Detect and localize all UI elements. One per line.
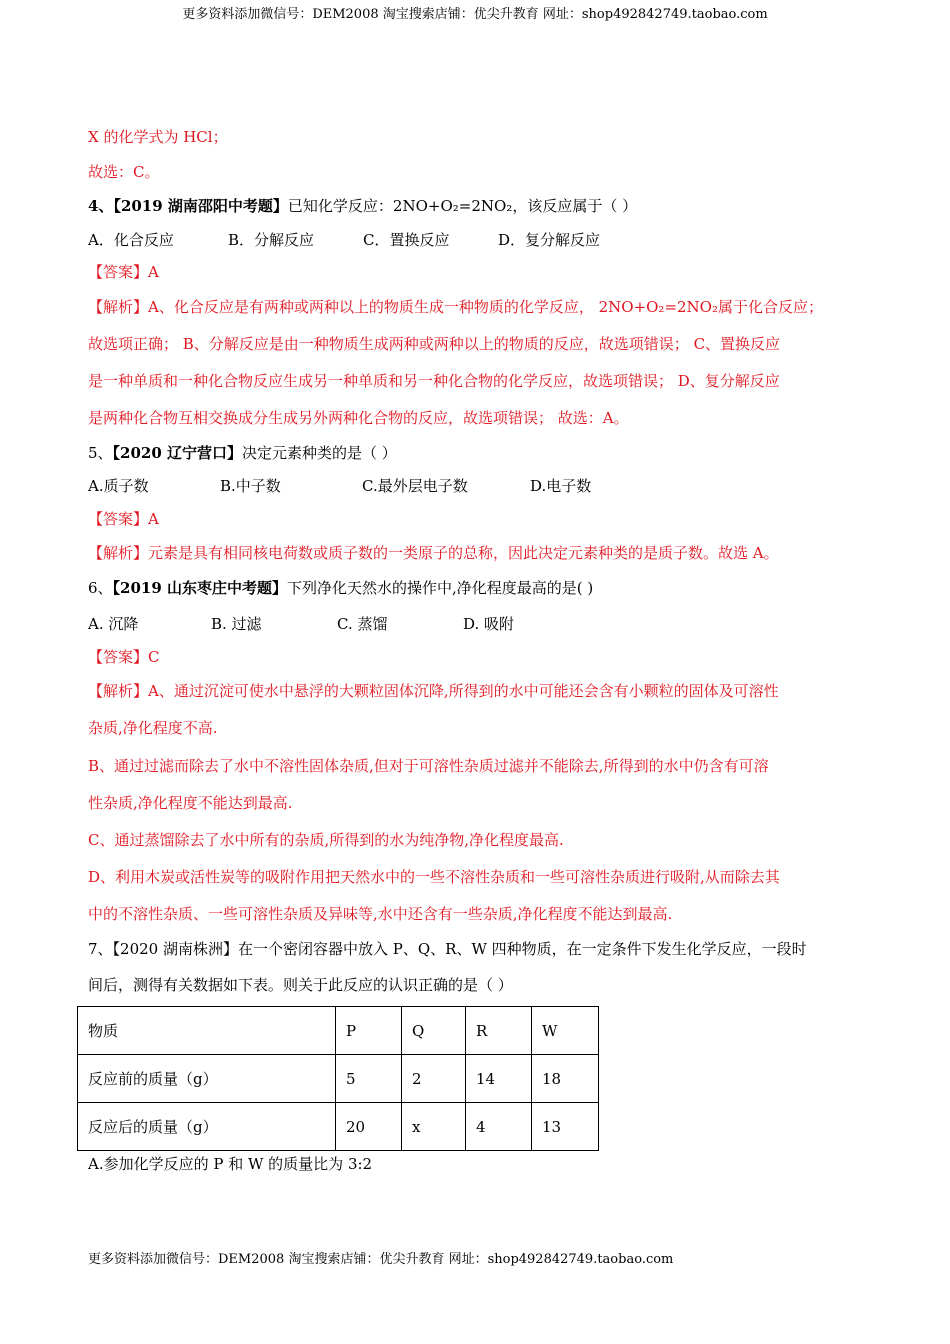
q6-analysis-line: C、通过蒸馏除去了水中所有的杂质,所得到的水为纯净物,净化程度最高. — [88, 831, 564, 849]
table-row — [78, 1103, 599, 1151]
page-header: 更多资料添加微信号：DEM2008 淘宝搜索店铺：优尖升教育 网址：shop492842749.taobao.com — [182, 7, 768, 22]
q5-option-c: C.最外层电子数 — [362, 477, 468, 495]
q5-answer: 【答案】A — [88, 510, 159, 528]
table-header-row — [78, 1007, 599, 1055]
q6-option-a: A. 沉降 — [88, 615, 139, 633]
q6-number: 6、 — [88, 579, 113, 597]
prev-choice-line: 故选：C。 — [88, 163, 160, 181]
q4-analysis-line: 故选项正确； B、分解反应是由一种物质生成两种或两种以上的物质的反应，故选项错误； C、置换反应 — [88, 335, 781, 353]
q7-stem-line1: 7、【2020 湖南株洲】在一个密闭容器中放入 P、Q、R、W 四种物质，在一定条件下发生化学反应，一段时 — [88, 940, 807, 958]
table-cell: 14 — [466, 1055, 532, 1103]
q4-stem-text: 已知化学反应：2NO+O₂=2NO₂，该反应属于（ ） — [287, 197, 638, 215]
q4-option-a: A．化合反应 — [88, 231, 174, 249]
q4-source: 【2019 湖南邵阳中考题】 — [113, 197, 288, 215]
table-cell: 物质 — [78, 1007, 336, 1055]
table-cell: 反应前的质量（g） — [78, 1055, 336, 1103]
q7-option-a: A.参加化学反应的 P 和 W 的质量比为 3:2 — [88, 1155, 373, 1173]
table-cell: 13 — [532, 1103, 599, 1151]
table-cell: Q — [402, 1007, 466, 1055]
q6-analysis-line: 【解析】A、通过沉淀可使水中悬浮的大颗粒固体沉降,所得到的水中可能还会含有小颗粒的固体及可溶性 — [88, 682, 779, 700]
q6-source: 【2019 山东枣庄中考题】 — [112, 579, 288, 597]
q6-stem — [88, 578, 863, 598]
q4-option-b: B．分解反应 — [228, 231, 315, 249]
q5-stem — [88, 443, 863, 463]
q4-analysis-line: 是一种单质和一种化合物反应生成另一种单质和另一种化合物的化学反应，故选项错误； D、复分解反应 — [88, 372, 780, 390]
q4-option-d: D．复分解反应 — [498, 231, 601, 249]
q7-stem-line2: 间后，测得有关数据如下表。则关于此反应的认识正确的是（ ） — [88, 976, 513, 994]
table-cell: P — [336, 1007, 402, 1055]
q5-option-b: B.中子数 — [220, 477, 281, 495]
table-cell: R — [466, 1007, 532, 1055]
q4-analysis-line: 是两种化合物互相交换成分生成另外两种化合物的反应，故选项错误； 故选：A。 — [88, 409, 629, 427]
q4-stem — [88, 196, 863, 216]
q6-stem-text: 下列净化天然水的操作中,净化程度最高的是( ) — [287, 579, 594, 597]
table-row — [78, 1055, 599, 1103]
q4-number: 4、 — [88, 197, 114, 215]
q7-data-table — [77, 1006, 599, 1151]
table-cell: 20 — [336, 1103, 402, 1151]
q4-options — [88, 230, 863, 250]
q6-option-d: D. 吸附 — [463, 615, 515, 633]
q6-analysis-line: B、通过过滤而除去了水中不溶性固体杂质,但对于可溶性杂质过滤并不能除去,所得到的水中仍含有可溶 — [88, 757, 769, 775]
q5-option-d: D.电子数 — [530, 477, 592, 495]
table-cell: W — [532, 1007, 599, 1055]
q6-analysis-line: 中的不溶性杂质、一些可溶性杂质及异味等,水中还含有一些杂质,净化程度不能达到最高. — [88, 905, 673, 923]
q6-option-c: C. 蒸馏 — [337, 615, 388, 633]
q5-stem-text: 决定元素种类的是（ ） — [242, 444, 397, 462]
prev-answer-line: X 的化学式为 HCl； — [88, 128, 228, 146]
q5-number: 5、 — [88, 444, 113, 462]
table-cell: 2 — [402, 1055, 466, 1103]
table-cell: 18 — [532, 1055, 599, 1103]
q5-option-a: A.质子数 — [88, 477, 149, 495]
q4-answer: 【答案】A — [88, 263, 159, 281]
q4-analysis-line: 【解析】A、化合反应是有两种或两种以上的物质生成一种物质的化学反应， 2NO+O₂=2NO₂属于化合反应； — [88, 298, 823, 316]
table-cell: 4 — [466, 1103, 532, 1151]
q5-analysis-line: 【解析】元素是具有相同核电荷数或质子数的一类原子的总称，因此决定元素种类的是质子数。故选 A。 — [88, 544, 779, 562]
q6-analysis-line: D、利用木炭或活性炭等的吸附作用把天然水中的一些不溶性杂质和一些可溶性杂质进行吸附,从而除去其 — [88, 868, 780, 886]
table-cell: x — [402, 1103, 466, 1151]
page-footer: 更多资料添加微信号：DEM2008 淘宝搜索店铺：优尖升教育 网址：shop492842749.taobao.com — [88, 1252, 674, 1267]
q5-options — [88, 476, 863, 496]
q6-answer: 【答案】C — [88, 648, 160, 666]
q4-option-c: C．置换反应 — [363, 231, 450, 249]
q6-option-b: B. 过滤 — [211, 615, 262, 633]
q6-options — [88, 614, 863, 634]
table-cell: 反应后的质量（g） — [78, 1103, 336, 1151]
q6-analysis-line: 杂质,净化程度不高. — [88, 719, 218, 737]
q5-source: 【2020 辽宁营口】 — [112, 444, 243, 462]
q6-analysis-line: 性杂质,净化程度不能达到最高. — [88, 794, 293, 812]
table-cell: 5 — [336, 1055, 402, 1103]
